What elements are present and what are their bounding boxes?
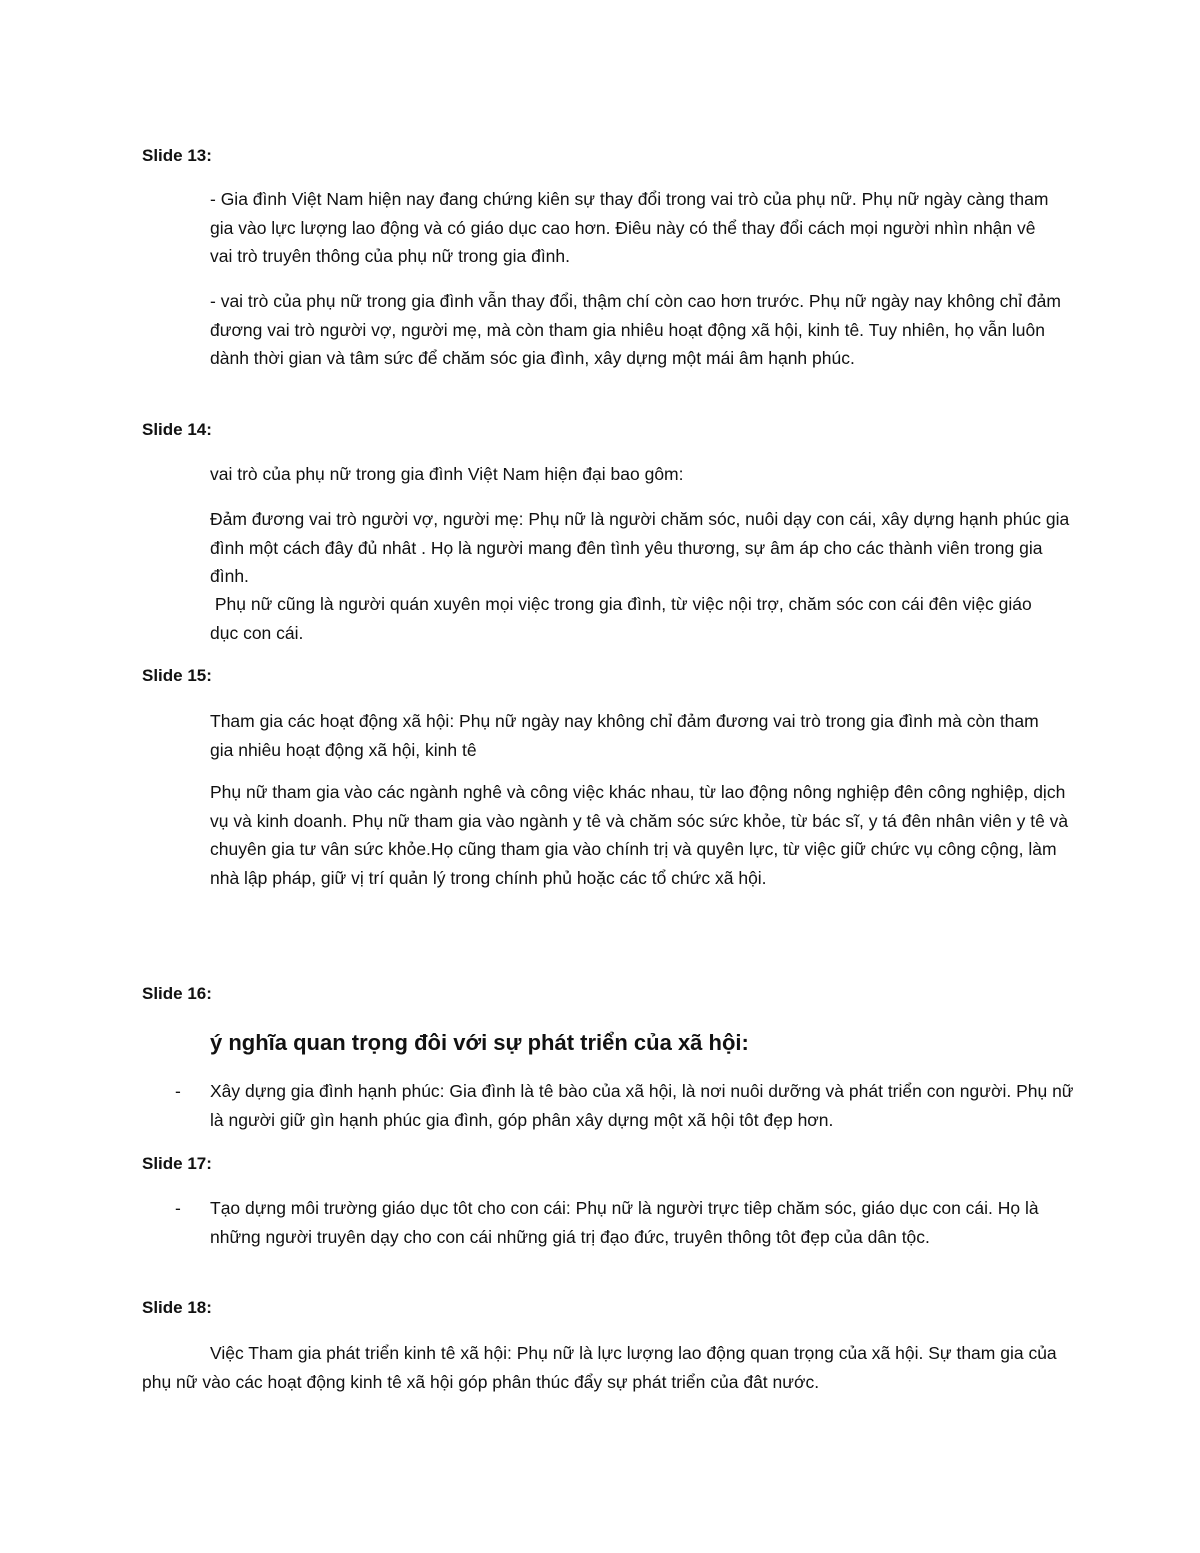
slide-13-paragraph-2: - vai trò của phụ nữ trong gia đình vẫn thay đổi, thậm chí còn cao hơn trước. Phụ nữ ngày nay không chỉ đảm đương vai trò người vợ, người mẹ, mà còn tham gia nhiêu hoạt động xã hội, kinh tê. Tuy nhiên, họ vẫn luôn dành thời gian và tâm sức để chăm sóc gia đình, xây dựng một mái âm hạnh phúc.: [210, 291, 1061, 368]
slide-13-heading: Slide 13:: [142, 146, 212, 165]
slide-15-paragraph-1: Tham gia các hoạt động xã hội: Phụ nữ ngày nay không chỉ đảm đương vai trò trong gia đình mà còn tham gia nhiêu hoạt động xã hội, kinh tê: [210, 711, 1039, 760]
slide-16-bullet-dash: -: [175, 1081, 181, 1101]
slide-13-paragraph-1: - Gia đình Việt Nam hiện nay đang chứng kiên sự thay đổi trong vai trò của phụ nữ. Phụ nữ ngày càng tham gia vào lực lượng lao động và có giáo dục cao hơn. Điêu này có thể thay đổi cách mọi người nhìn nhận vê vai trò truyên thông của phụ nữ trong gia đình.: [210, 189, 1049, 266]
slide-17-bullet-dash: -: [175, 1198, 181, 1218]
slide-14-heading: Slide 14:: [142, 420, 212, 439]
slide-16-bullet-text: Xây dựng gia đình hạnh phúc: Gia đình là tê bào của xã hội, là nơi nuôi dưỡng và phát triển con người. Phụ nữ là người giữ gìn hạnh phúc gia đình, góp phân xây dựng một xã hội tôt đẹp hơn.: [210, 1081, 1074, 1130]
slide-15-paragraph-2: Phụ nữ tham gia vào các ngành nghê và công việc khác nhau, từ lao động nông nghiệp đên công nghiệp, dịch vụ và kinh doanh. Phụ nữ tham gia vào ngành y tê và chăm sóc sức khỏe, từ bác sĩ, y tá đên nhân viên y tê và chuyên gia tư vân sức khỏe.Họ cũng tham gia vào chính trị và quyên lực, từ việc giữ chức vụ công cộng, làm nhà lập pháp, giữ vị trí quản lý trong chính phủ hoặc các tổ chức xã hội.: [210, 782, 1069, 888]
slide-17-heading: Slide 17:: [142, 1154, 212, 1173]
slide-15-heading: Slide 15:: [142, 666, 212, 685]
slide-18-heading: Slide 18:: [142, 1298, 212, 1317]
slide-14-paragraph-1: vai trò của phụ nữ trong gia đình Việt Nam hiện đại bao gôm:: [210, 464, 684, 484]
slide-17-bullet-text: Tạo dựng môi trường giáo dục tôt cho con cái: Phụ nữ là người trực tiêp chăm sóc, giáo dục con cái. Họ là những người truyên dạy cho con cái những giá trị đạo đức, truyên thông tôt đẹp của dân tộc.: [210, 1198, 1039, 1247]
slide-16-heading: Slide 16:: [142, 984, 212, 1003]
slide-14-paragraph-2: Đảm đương vai trò người vợ, người mẹ: Phụ nữ là người chăm sóc, nuôi dạy con cái, xây dựng hạnh phúc gia đình một cách đây đủ nhât . Họ là người mang đên tình yêu thương, sự âm áp cho các thành viên trong gia đình.: [210, 509, 1070, 586]
slide-14-paragraph-3: Phụ nữ cũng là người quán xuyên mọi việc trong gia đình, từ việc nội trợ, chăm sóc con cái đên việc giáo dục con cái.: [210, 594, 1037, 643]
slide-18-paragraph-1: Việc Tham gia phát triển kinh tê xã hội: Phụ nữ là lực lượng lao động quan trọng của xã hội. Sự tham gia của phụ nữ vào các hoạt động kinh tê xã hội góp phân thúc đẩy sự phát triển của đât nước.: [142, 1343, 1057, 1392]
slide-16-subheading: ý nghĩa quan trọng đôi với sự phát triển của xã hội:: [210, 1030, 749, 1055]
